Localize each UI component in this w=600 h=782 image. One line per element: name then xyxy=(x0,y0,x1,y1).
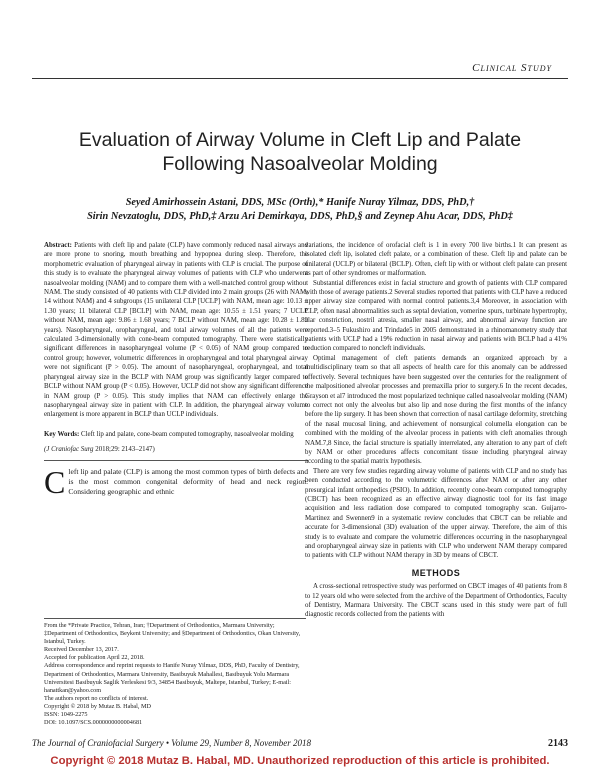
left-column xyxy=(44,241,308,498)
header-rule xyxy=(32,78,568,79)
body-paragraph: Optimal management of cleft patients demands an organized approach by a multidisciplinary team so that all aspects of health care for this anomaly can be addressed effectively. Several techniques have been suggested over the centuries for the realignment of the malpositioned alveolar processes and premaxilla prior to surgery.6 In the recent decades, Grayson et al7 introduced the most popularized technique called nasoalveolar molding (NAM) to correct not only the alveolus but also lip and nose during the first months of the infancy before the lip surgery. It has been shown that correction of nasal cartilage deformity, stretching of the nasal mucosal lining, and achievement of nonsurgical columella elongation can be combined with the molding of the alveolar process in patients with cleft anomalies through NAM.7,8 Since, the facial structure is spatially interrelated, any alteration to any part of cleft by NAM or other procedures affects concomitant tissue including pharyngeal airway according to the spatial matrix hypothesis. xyxy=(305,354,567,466)
footnote-line: The authors report no conflicts of interest. xyxy=(44,694,149,702)
footnote-rule xyxy=(44,618,306,619)
citation-journal: (J Craniofac Surg xyxy=(44,446,94,454)
authors-line-1: Seyed Amirhossein Astani, DDS, MSc (Orth),* Hanife Nuray Yilmaz, DDS, PhD,† xyxy=(125,197,475,208)
citation xyxy=(44,445,308,454)
article-title: Evaluation of Airway Volume in Cleft Lip and Palate Following Nasoalveolar Molding xyxy=(78,129,522,175)
footnote-line: ISSN: 1049-2275 xyxy=(44,711,88,719)
footnote xyxy=(44,622,308,727)
body-paragraph: There are very few studies regarding airway volume of patients with CLP and no study has been conducted according to the volumetric differences after NAM or after any other presurgical infant orthopedics (PSIO). In addition, recently cone-beam computed tomography (CBCT) has been recognized as an effective airway diagnostic tool for its fast image acquisition and less radiation dose compared to computed tomography scan. Guijarro-Martinez and Swennen9 in a systematic review concludes that CBCT can be reliable and accurate for 3-dimensional (3D) evaluation of the upper airway. Therefore, the aim of this study is to evaluate and compare the volumetric differences occurring in the nasopharyngeal and oropharyngeal airway size in patients with CLP who underwent NAM therapy compared to patients with CLP without NAM therapy in 3D by means of CBCT. xyxy=(305,467,567,560)
copyright-notice: Copyright © 2018 Mutaz B. Habal, MD. Unauthorized reproduction of this article is prohibited. xyxy=(50,755,550,767)
keywords-label: Key Words: xyxy=(44,430,80,438)
section-label: Clinical Study xyxy=(472,62,552,74)
footnote-line: DOI: 10.1097/SCS.0000000000004681 xyxy=(44,719,143,727)
keywords xyxy=(44,430,308,439)
journal-line: The Journal of Craniofacial Surgery • Volume 29, Number 8, November 2018 xyxy=(32,738,312,748)
page-number: 2143 xyxy=(548,738,568,749)
citation-pages: 2018;29: 2143–2147) xyxy=(95,446,155,454)
body-paragraph: A cross-sectional retrospective study was performed on CBCT images of 40 patients from 8 to 12 years old who were selected from the archive of the Department of Orthodontics, Faculty of Dentistry, Marmara University. The CBCT scans used in this study were part of full diagnostic records collected from the patients with xyxy=(305,583,567,619)
keywords-text: Cleft lip and palate, cone-beam computed tomography, nasoalveolar molding xyxy=(81,430,294,438)
footnote-line: Copyright © 2018 by Mutaz B. Habal, MD xyxy=(44,702,151,710)
author-list xyxy=(40,196,560,224)
footnote-line: Accepted for publication April 22, 2018. xyxy=(44,654,145,662)
methods-heading: METHODS xyxy=(411,567,461,578)
intro-text: left lip and palate (CLP) is among the most common types of birth defects and is the most common congenital deformity of head and neck region. Considering geographic and ethnic xyxy=(68,466,308,497)
abstract xyxy=(44,241,308,420)
abstract-text: Patients with cleft lip and palate (CLP) have commonly reduced nasal airways and are more prone to snoring, mouth breathing and hypopnea during sleep. Therefore, the morphometric evaluation of pharyngeal airway in patients with CLP is crucial. The purpose of this study is to evaluate the pharyngeal airway volumes of patients with CLP who underwent nasoalveolar molding (NAM) and to compare them with a well-matched control group without NAM. The study consisted of 40 patients with CLP divided into 2 main groups (26 with NAM; 14 without NAM) and 4 subgroups (15 unilateral CLP [UCLP] with NAM, mean age: 10.13 ± 1.30 years; 11 bilateral CLP [BCLP] with NAM, mean age: 10.55 ± 1.51 years; 7 UCLP without NAM, mean age: 9.86 ± 1.68 years; 7 BCLP without NAM, mean age: 10.28 ± 1.89 years). Nasopharyngeal, oropharyngeal, and total airway volumes of all the patients were calculated 3-dimensionally with cone-beam computed tomography. There were statistically significant differences in nasopharyngeal volume (P < 0.05) of NAM group compared to control group; however, volumetric differences in oropharyngeal and total pharyngeal airway were not significant (P > 0.05). The amount of nasopharyngeal, oropharyngeal, and total pharyngeal airway size in the BCLP with NAM group was significantly larger compared to BCLP without NAM group (P < 0.05). However, UCLP did not show any significant difference in NAM group (P > 0.05). This study implies that NAM can effectively enlarge the nasopharyngeal airway size in patient with CLP. In addition, the pharyngeal airway volume enlargement is more apparent in BCLP than UCLP individuals. xyxy=(44,242,308,419)
footnote-line: Address correspondence and reprint requests to Hanife Nuray Yilmaz, DDS, PhD, Faculty of Dentistry, Department of Orthodontics, Marmara University, Basibuyuk Mahallesi, Basibuyuk Yolu Marmara Universitesi Basibuyuk Saglik Yerleskesi 9/3, 34854 Basibuyuk, Maltepe, Istanbul, Turkey; E-mail: hanattkan@yahoo.com xyxy=(44,662,300,694)
body-paragraph: variations, the incidence of orofacial cleft is 1 in every 700 live births.1 It can present as isolated cleft lip, isolated cleft palate, or a combination of these. Cleft lip and palate can be unilateral (UCLP) or bilateral (BCLP). Often, cleft lip with or without cleft palate can present as part of other syndromes or malformation. xyxy=(305,242,567,278)
footnote-line: From the *Private Practice, Tehran, Iran; †Department of Orthodontics, Marmara University; ‡Department of Orthodontics, Beykent University; and §Department of Orthodontics, Okan University, Istanbul, Turkey. xyxy=(44,622,301,646)
journal-footer xyxy=(32,738,568,748)
authors-line-2: Sirin Nevzatoglu, DDS, PhD,‡ Arzu Ari Demirkaya, DDS, PhD,§ and Zeynep Ahu Acar, DDS, PhD‡ xyxy=(87,211,513,222)
body-paragraph: Substantial differences exist in facial structure and growth of patients with CLP compared with those of average patients.2 Several studies reported that patients with CLP have a reduced upper airway size compared with normal control patients.3,4 Moreover, in association with CLP, often nasal abnormalities such as septal deviation, vomerine spurs, turbinate hypertrophy, alar constriction, nostril atresia, smaller nasal airway, and abnormal airway function are reported.3–5 Fukushiro and Trindade5 in 2005 demonstrated in a rhinomanometry study that patients with UCLP had a 19% reduction in nasal airway and patients with BCLP had a 41% reduction compared to noncleft individuals. xyxy=(305,279,567,353)
drop-cap: C xyxy=(44,463,66,500)
abstract-label: Abstract: xyxy=(44,242,72,249)
right-column xyxy=(305,241,567,620)
footnote-line: Received December 13, 2017. xyxy=(44,646,119,654)
abstract-divider xyxy=(44,460,308,461)
intro-paragraph xyxy=(44,463,308,500)
